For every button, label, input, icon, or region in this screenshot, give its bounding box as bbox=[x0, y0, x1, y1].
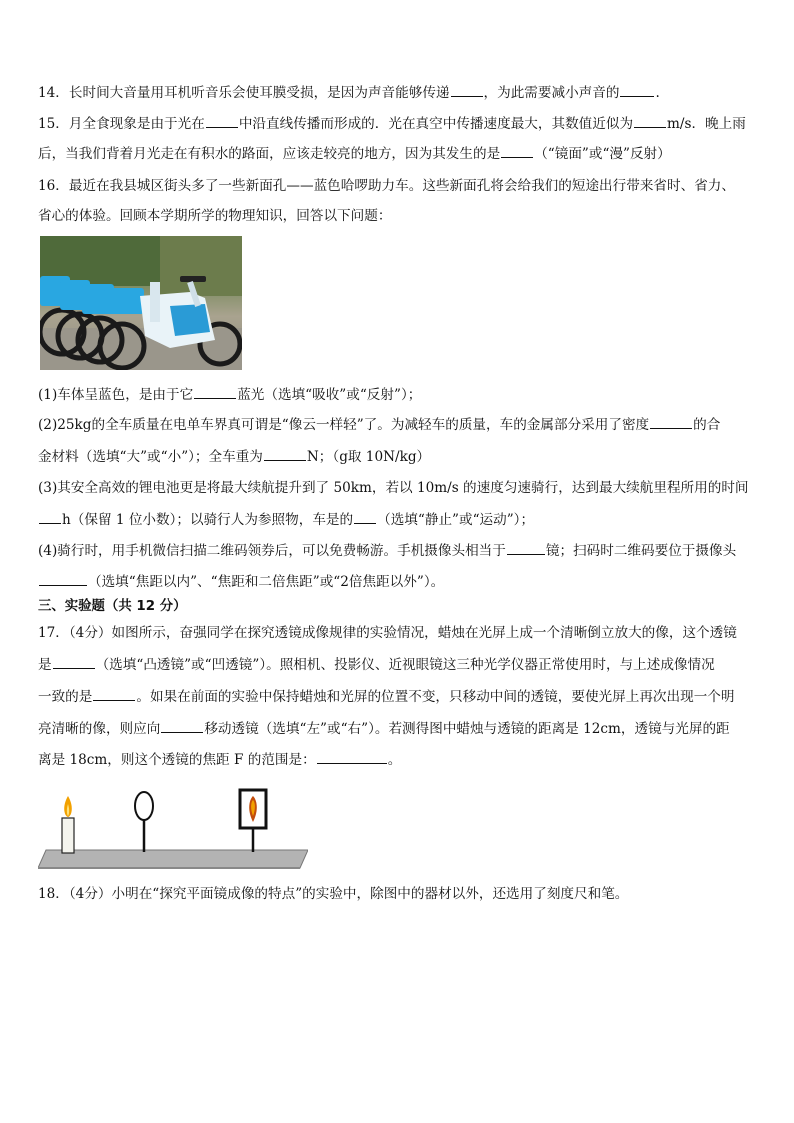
q16-part3-line2 bbox=[38, 509, 756, 530]
blank[interactable] bbox=[451, 82, 483, 97]
question-14 bbox=[38, 82, 756, 103]
candle-lens-screen-diagram bbox=[38, 788, 308, 870]
question-17-line2 bbox=[38, 654, 756, 675]
question-18-line1: 18．（4分）小明在“探究平面镜成像的特点”的实验中，除图中的器材以外，还选用了刻度尺和笔。 bbox=[38, 886, 629, 902]
q15-text-a: 15．月全食现象是由于光在 bbox=[38, 116, 205, 132]
q16-part2-line1 bbox=[38, 414, 756, 435]
blank[interactable] bbox=[93, 686, 135, 701]
q17-text-c: 一致的是 bbox=[38, 689, 93, 705]
blank[interactable] bbox=[264, 446, 306, 461]
q17-text-d: 。如果在前面的实验中保持蜡烛和光屏的位置不变，只移动中间的透镜，要使光屏上再次出现一个明 bbox=[136, 689, 735, 705]
question-17-line5 bbox=[38, 749, 756, 770]
blank[interactable] bbox=[53, 654, 95, 669]
q16-p2-text-b: 的合 bbox=[693, 417, 721, 433]
q16-p1-text-a: (1)车体呈蓝色，是由于它 bbox=[38, 387, 194, 403]
shared-bike-photo bbox=[40, 236, 242, 370]
question-16-line2: 省心的体验。回顾本学期所学的物理知识，回答以下问题： bbox=[38, 208, 392, 224]
blank[interactable] bbox=[354, 509, 376, 524]
q16-p4-text-b: 镜；扫码时二维码要位于摄像头 bbox=[545, 543, 737, 559]
question-17-line4 bbox=[38, 718, 756, 739]
q15-text-d: 后，当我们背着月光走在有积水的路面，应该走较亮的地方，因为其发生的是 bbox=[38, 146, 501, 162]
q14-text-c: . bbox=[655, 85, 660, 101]
q14-text-a: 14．长时间大音量用耳机听音乐会使耳膜受损，是因为声音能够传递 bbox=[38, 85, 450, 101]
blank[interactable] bbox=[634, 113, 666, 128]
q16-part2-line2 bbox=[38, 446, 756, 467]
q16-part4-line2 bbox=[38, 571, 756, 592]
q17-text-g: 离是 18cm，则这个透镜的焦距 F 的范围是： bbox=[38, 752, 316, 768]
q16-p2-text-c: 金材料（选填“大”或“小”）；全车重为 bbox=[38, 449, 263, 465]
q17-text-f: 移动透镜（选填“左”或“右”）。若测得图中蜡烛与透镜的距离是 12cm，透镜与光屏的距 bbox=[204, 721, 730, 737]
q16-p2-text-a: (2)25kg的全车质量在电单车界真可谓是“像云一样轻”了。为减轻车的质量，车的金属部分采用了密度 bbox=[38, 417, 650, 433]
q15-text-e: （“镜面”或“漫”反射） bbox=[534, 146, 671, 162]
q16-p1-text-b: 蓝光（选填“吸收”或“反射”）； bbox=[237, 387, 422, 403]
q15-text-c: m/s．晚上雨 bbox=[667, 116, 746, 132]
blank[interactable] bbox=[39, 509, 61, 524]
q14-text-b: ，为此需要减小声音的 bbox=[483, 85, 620, 101]
blank[interactable] bbox=[317, 749, 387, 764]
q17-text-e: 亮清晰的像，则应向 bbox=[38, 721, 161, 737]
q16-p3-text-c: （选填“静止”或“运动”）； bbox=[377, 512, 535, 528]
q15-text-b: 中沿直线传播而形成的．光在真空中传播速度最大，其数值近似为 bbox=[238, 116, 634, 132]
blank[interactable] bbox=[501, 143, 533, 158]
section-heading: 三、实验题（共 12 分） bbox=[38, 599, 187, 614]
blank[interactable] bbox=[206, 113, 238, 128]
q17-text-a: 是 bbox=[38, 657, 52, 673]
blank[interactable] bbox=[194, 384, 236, 399]
blank[interactable] bbox=[620, 82, 654, 97]
question-15-line1 bbox=[38, 113, 756, 134]
q16-part3-line1: (3)其安全高效的锂电池更是将最大续航提升到了 50km，若以 10m/s 的速度匀速骑行，达到最大续航里程所用的时间 bbox=[38, 480, 749, 496]
question-16-line1: 16．最近在我县城区街头多了一些新面孔——蓝色哈啰助力车。这些新面孔将会给我们的短途出行带来省时、省力、 bbox=[38, 178, 735, 194]
question-17-line3 bbox=[38, 686, 756, 707]
blank[interactable] bbox=[650, 414, 692, 429]
blank[interactable] bbox=[161, 718, 203, 733]
q16-p4-text-a: (4)骑行时，用手机微信扫描二维码领券后，可以免费畅游。手机摄像头相当于 bbox=[38, 543, 506, 559]
q16-p4-text-c: （选填“焦距以内”、“焦距和二倍焦距”或“2倍焦距以外”）。 bbox=[88, 574, 445, 590]
q16-part4-line1 bbox=[38, 540, 756, 561]
q16-p2-text-d: N；（g取 10N/kg） bbox=[306, 449, 431, 465]
q16-part1 bbox=[38, 384, 756, 405]
q17-text-b: （选填“凸透镜”或“凹透镜”）。照相机、投影仪、近视眼镜这三种光学仪器正常使用时，与上述成像情况 bbox=[95, 657, 715, 673]
q16-p3-text-b: h（保留 1 位小数）；以骑行人为参照物，车是的 bbox=[62, 512, 354, 528]
q17-text-h: 。 bbox=[387, 752, 402, 768]
blank[interactable] bbox=[507, 540, 545, 555]
question-15-line2 bbox=[38, 143, 756, 164]
blank[interactable] bbox=[39, 571, 87, 586]
question-17-line1: 17．（4分）如图所示，奋强同学在探究透镜成像规律的实验情况，蜡烛在光屏上成一个清晰倒立放大的像，这个透镜 bbox=[38, 625, 737, 641]
